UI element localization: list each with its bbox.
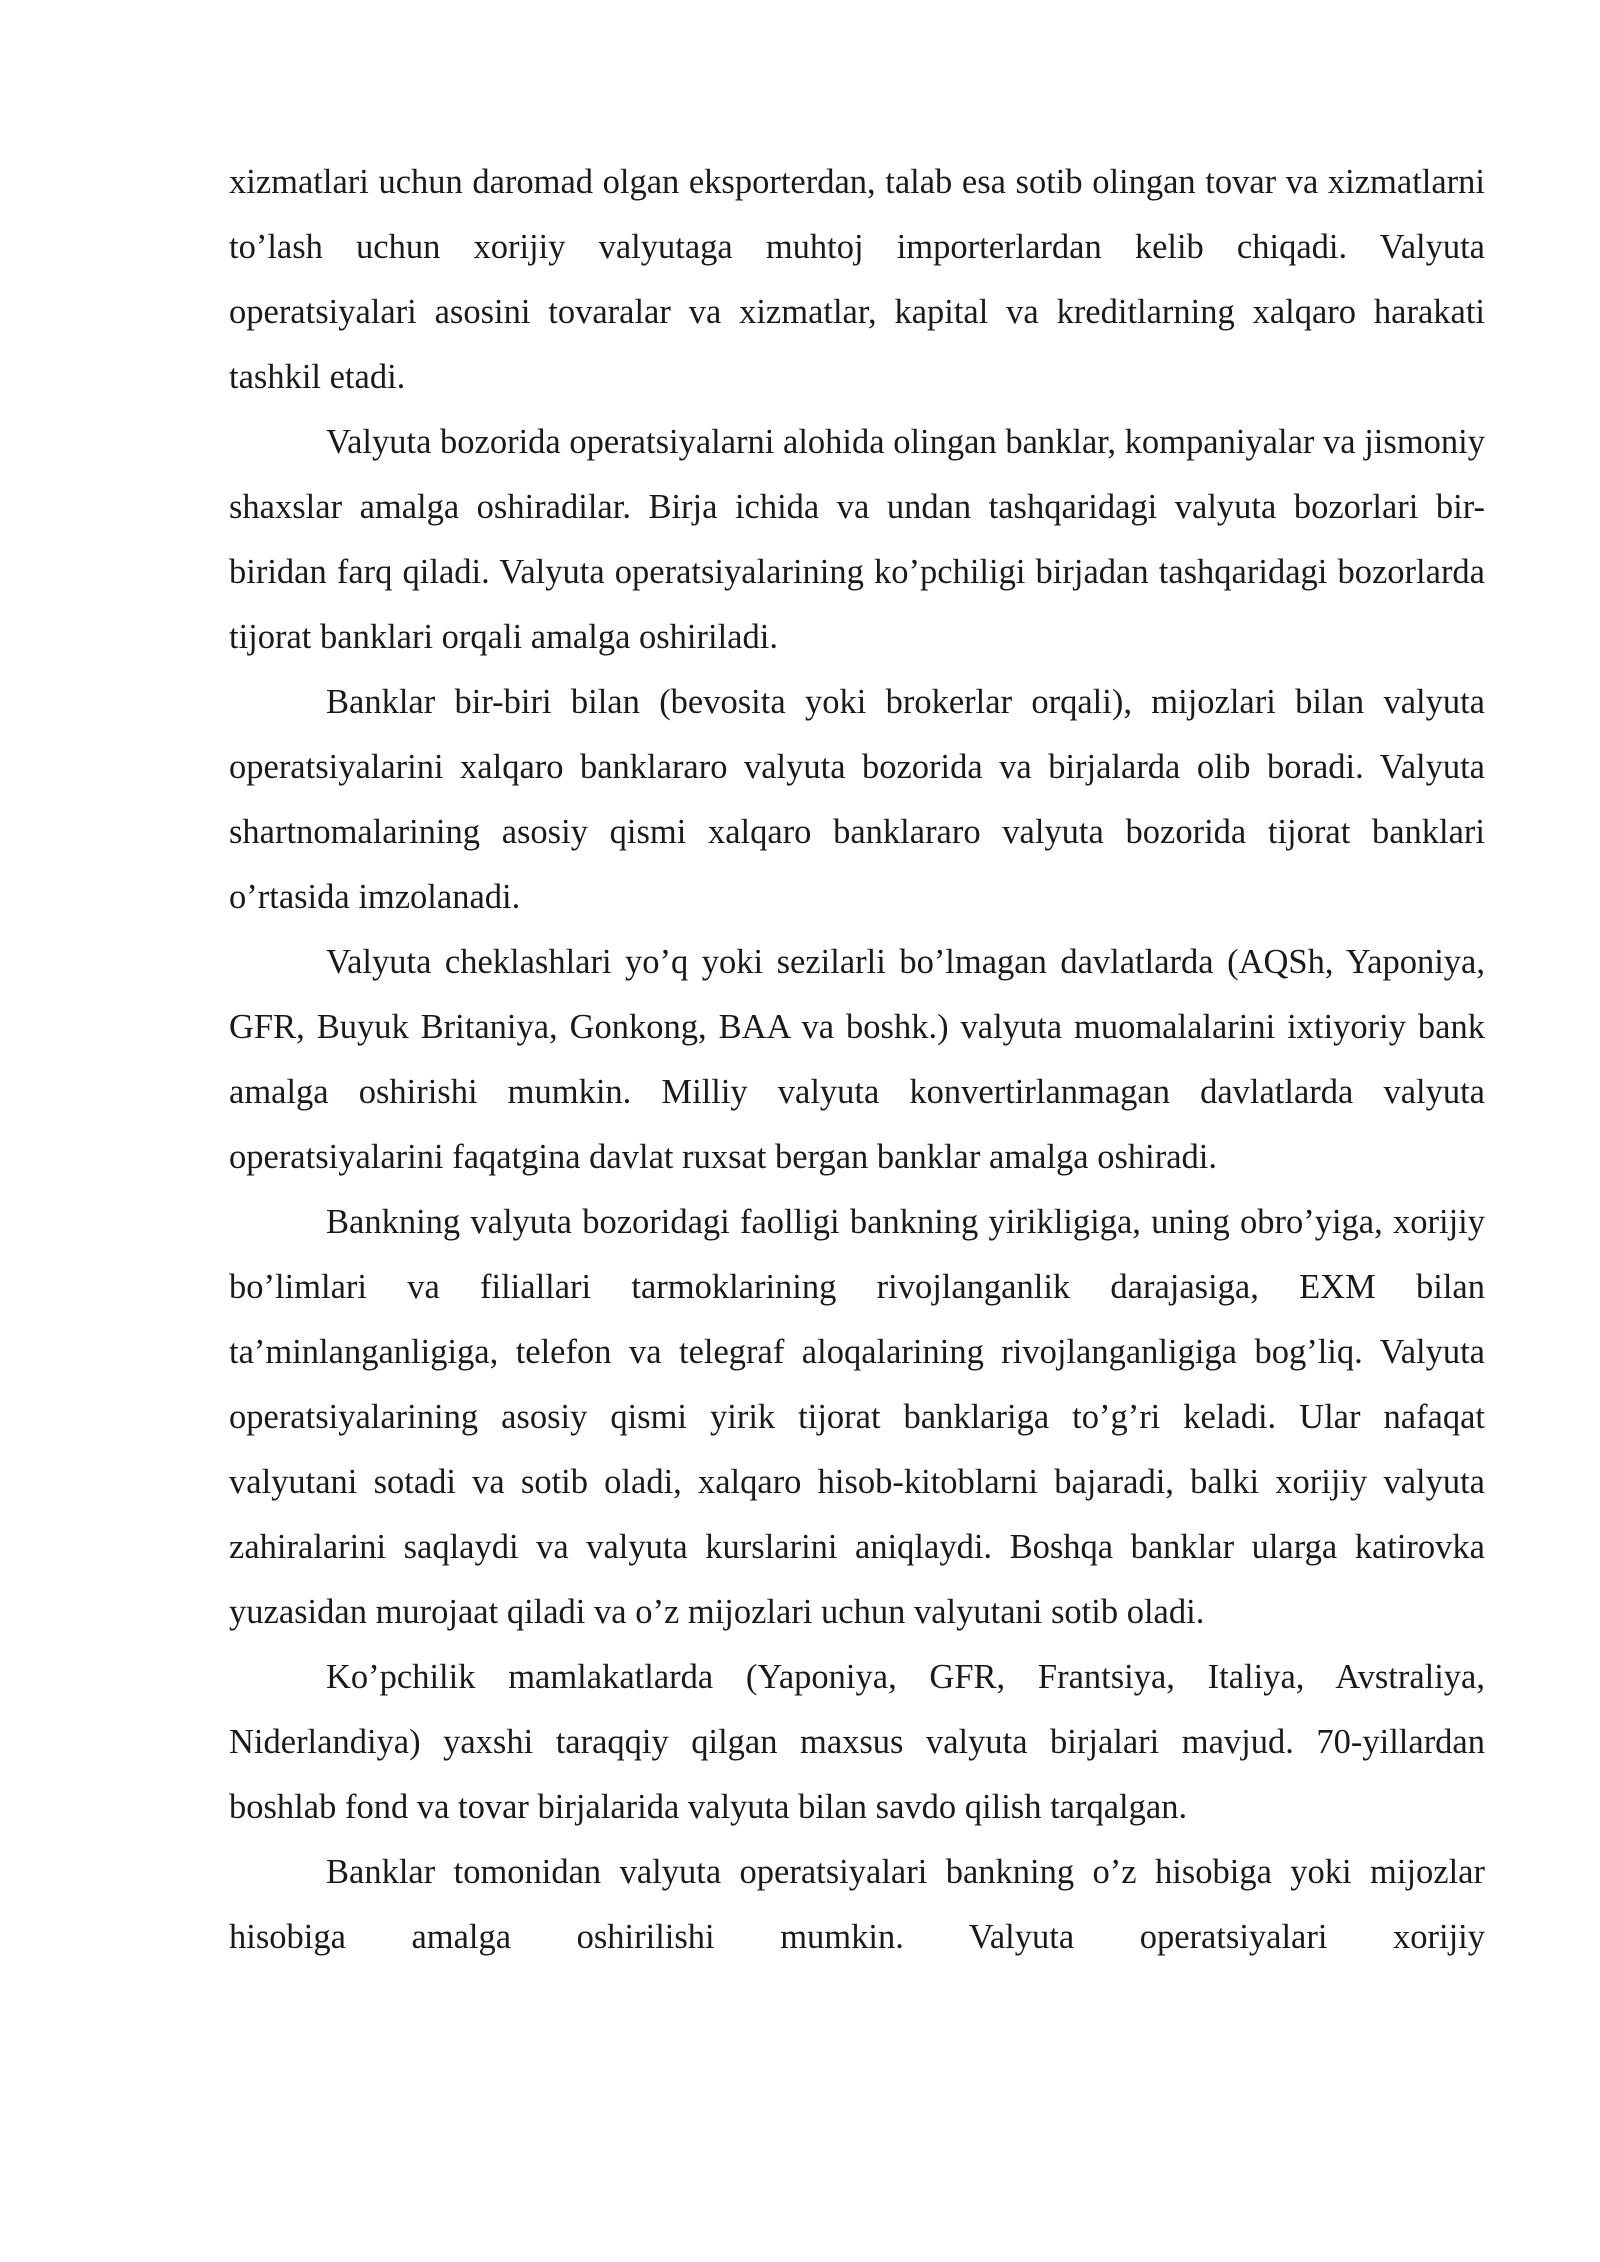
paragraph-1: xizmatlari uchun daromad olgan eksporterdan, talab esa sotib olingan tovar va xizmatlarni to’lash uchun xorijiy valyutaga muhtoj importerlardan kelib chiqadi. Valyuta operatsiyalari asosini tovaralar va xizmatlar, kapital va kreditlarning xalqaro harakati tashkil etadi. <box>229 163 1485 396</box>
paragraph-3: Banklar bir-biri bilan (bevosita yoki brokerlar orqali), mijozlari bilan valyuta operatsiyalarini xalqaro banklararo valyuta bozorida va birjalarda olib boradi. Valyuta shartnomalarining asosiy qismi xalqaro banklararo valyuta bozorida tijorat banklari o’rtasida imzolanadi. <box>229 683 1485 916</box>
paragraph-4: Valyuta cheklashlari yo’q yoki sezilarli bo’lmagan davlatlarda (AQSh, Yaponiya, GFR, Buyuk Britaniya, Gonkong, BAA va boshk.) valyuta muomalalarini ixtiyoriy bank amalga oshirishi mumkin. Milliy valyuta konvertirlanmagan davlatlarda valyuta operatsiyalarini faqatgina davlat ruxsat bergan banklar amalga oshiradi. <box>229 943 1485 1176</box>
paragraph-5: Bankning valyuta bozoridagi faolligi bankning yirikligiga, uning obro’yiga, xorijiy bo’limlari va filiallari tarmoklarining rivojlanganlik darajasiga, EXM bilan ta’minlanganligiga, telefon va telegraf aloqalarining rivojlanganligiga bog’liq. Valyuta operatsiyalarining asosiy qismi yirik tijorat banklariga to’g’ri keladi. Ular nafaqat valyutani sotadi va sotib oladi, xalqaro hisob-kitoblarni bajaradi, balki xorijiy valyuta zahiralarini saqlaydi va valyuta kurslarini aniqlaydi. Boshqa banklar ularga katirovka yuzasidan murojaat qiladi va o’z mijozlari uchun valyutani sotib oladi. <box>229 1203 1485 1631</box>
body-text <box>229 150 1485 1970</box>
paragraph-6: Ko’pchilik mamlakatlarda (Yaponiya, GFR, Frantsiya, Italiya, Avstraliya, Niderlandiya) yaxshi taraqqiy qilgan maxsus valyuta birjalari mavjud. 70-yillardan boshlab fond va tovar birjalarida valyuta bilan savdo qilish tarqalgan. <box>229 1658 1485 1826</box>
paragraph-2: Valyuta bozorida operatsiyalarni alohida olingan banklar, kompaniyalar va jismoniy shaxslar amalga oshiradilar. Birja ichida va undan tashqaridagi valyuta bozorlari bir-biridan farq qiladi. Valyuta operatsiyalarining ko’pchiligi birjadan tashqaridagi bozorlarda tijorat banklari orqali amalga oshiriladi. <box>229 423 1485 656</box>
paragraph-7: Banklar tomonidan valyuta operatsiyalari bankning o’z hisobiga yoki mijozlar hisobiga amalga oshirilishi mumkin. Valyuta operatsiyalari xorijiy <box>229 1853 1485 1956</box>
